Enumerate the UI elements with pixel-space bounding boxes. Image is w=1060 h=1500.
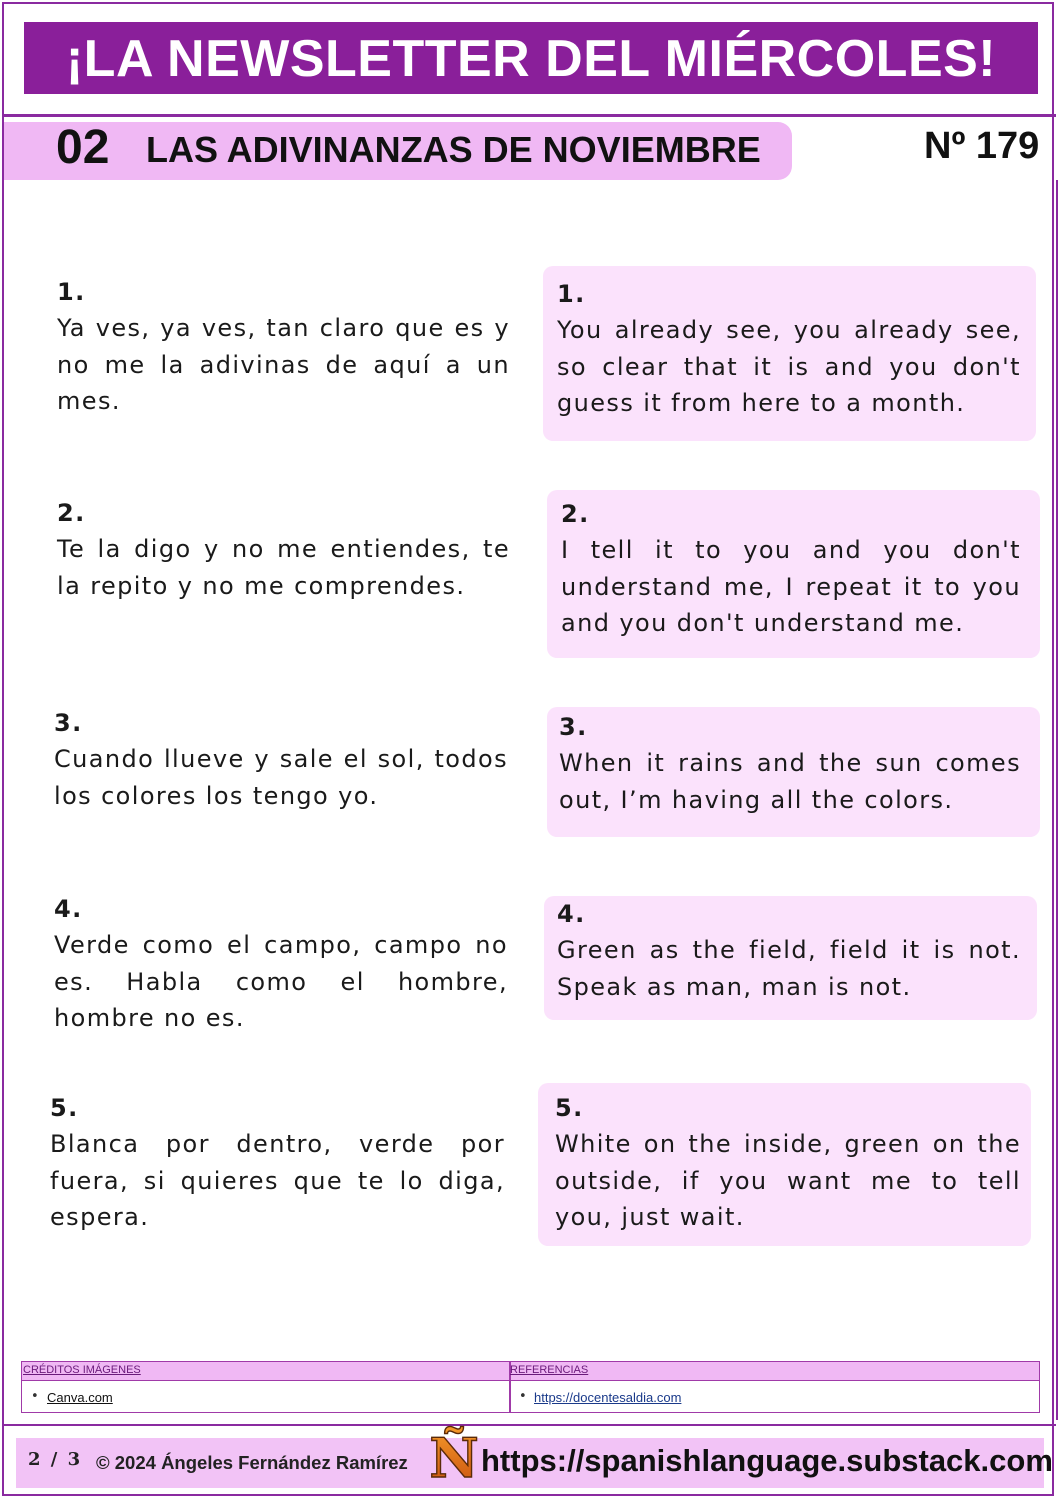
riddle-number: 2. [561, 500, 590, 528]
riddle-english-1 [543, 266, 1036, 441]
site-url-link[interactable]: https://spanishlanguage.substack.com [481, 1443, 1053, 1478]
riddle-spanish-3 [54, 705, 508, 814]
riddle-number: 1. [57, 278, 86, 306]
image-credits-header: CRÉDITOS IMÁGENES [23, 1364, 141, 1376]
issue-number: Nº 179 [924, 125, 1040, 167]
riddle-number: 3. [559, 713, 588, 741]
section-title: LAS ADIVINANZAS DE NOVIEMBRE [146, 129, 761, 170]
riddle-english-3 [547, 707, 1040, 837]
riddle-number: 5. [555, 1094, 584, 1122]
credits-table [21, 1361, 1040, 1413]
page-counter: 2 / 3 [28, 1449, 83, 1470]
riddle-english-2 [547, 490, 1040, 658]
bullet-icon: • [31, 1389, 39, 1404]
riddle-number: 2. [57, 499, 86, 527]
riddle-text-en: When it rains and the sun comes out, I’m having all the colors. [559, 749, 1021, 814]
riddle-english-4 [544, 896, 1037, 1020]
riddle-english-5 [538, 1083, 1031, 1246]
header-divider [4, 114, 1056, 117]
logo-letter: Ñ [429, 1426, 479, 1490]
riddle-text-es: Verde como el campo, campo no es. Habla como el hombre, hombre no es. [54, 931, 508, 1032]
riddle-text-en: I tell it to you and you don't understand me, I repeat it to you and you don't understand me. [561, 536, 1021, 637]
enye-logo-icon [429, 1426, 479, 1490]
references-header: REFERENCIAS [510, 1364, 589, 1376]
riddle-text-es: Blanca por dentro, verde por fuera, si quieres que te lo diga, espera. [50, 1130, 505, 1231]
newsletter-banner-title: ¡LA NEWSLETTER DEL MIÉRCOLES! [24, 22, 1038, 94]
riddle-text-es: Te la digo y no me entiendes, te la repito y no me comprendes. [57, 535, 510, 600]
riddle-spanish-1 [57, 274, 510, 420]
riddle-number: 4. [54, 895, 83, 923]
riddle-spanish-4 [54, 891, 508, 1037]
riddle-spanish-2 [57, 495, 510, 604]
riddle-text-es: Ya ves, ya ves, tan claro que es y no me la adivinas de aquí a un mes. [57, 314, 510, 415]
riddle-text-en: White on the inside, green on the outside, if you want me to tell you, just wait. [555, 1130, 1021, 1231]
image-credit-link[interactable]: Canva.com [47, 1390, 113, 1405]
riddle-number: 4. [557, 900, 586, 928]
riddle-text-en: You already see, you already see, so clear that it is and you don't guess it from here to a month. [557, 316, 1021, 417]
left-border-rule [2, 180, 4, 1420]
bullet-icon: • [519, 1389, 527, 1404]
copyright-text: © 2024 Ángeles Fernández Ramírez [96, 1452, 408, 1473]
riddle-number: 1. [557, 280, 586, 308]
riddle-text-en: Green as the field, field it is not. Speak as man, man is not. [557, 936, 1021, 1001]
footer-divider [4, 1424, 1056, 1426]
riddle-number: 5. [50, 1094, 79, 1122]
riddle-number: 3. [54, 709, 83, 737]
reference-link[interactable]: https://docentesaldia.com [534, 1390, 682, 1405]
riddle-text-es: Cuando llueve y sale el sol, todos los colores los tengo yo. [54, 745, 508, 810]
section-number: 02 [56, 121, 110, 174]
right-border-rule [1056, 180, 1058, 1420]
riddle-spanish-5 [50, 1090, 505, 1236]
